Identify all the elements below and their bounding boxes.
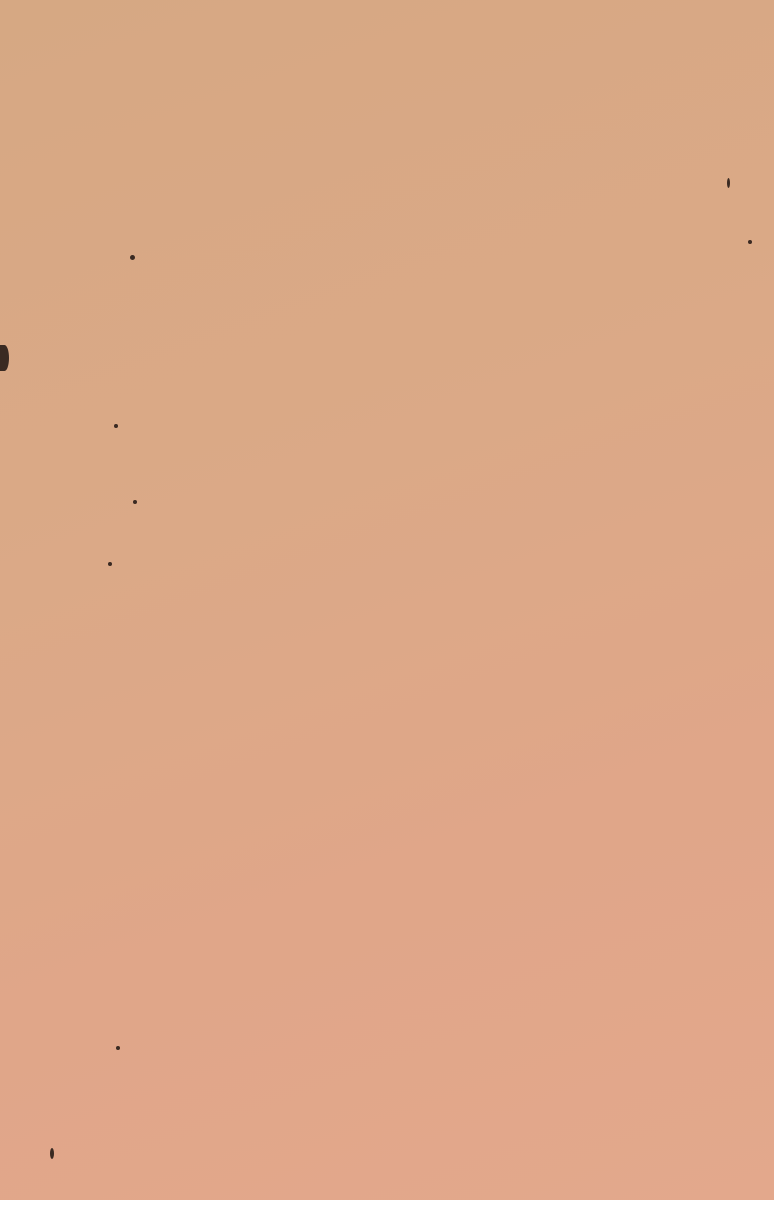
ink-spot xyxy=(727,178,730,188)
ink-spot xyxy=(748,240,752,244)
ink-spot xyxy=(114,424,118,428)
footer-watermark xyxy=(0,1200,774,1208)
ink-spot xyxy=(130,255,135,260)
ink-spot xyxy=(133,500,137,504)
ink-spot xyxy=(108,562,112,566)
ink-spot xyxy=(50,1148,54,1159)
ink-spot xyxy=(0,345,9,371)
ink-spot xyxy=(116,1046,120,1050)
